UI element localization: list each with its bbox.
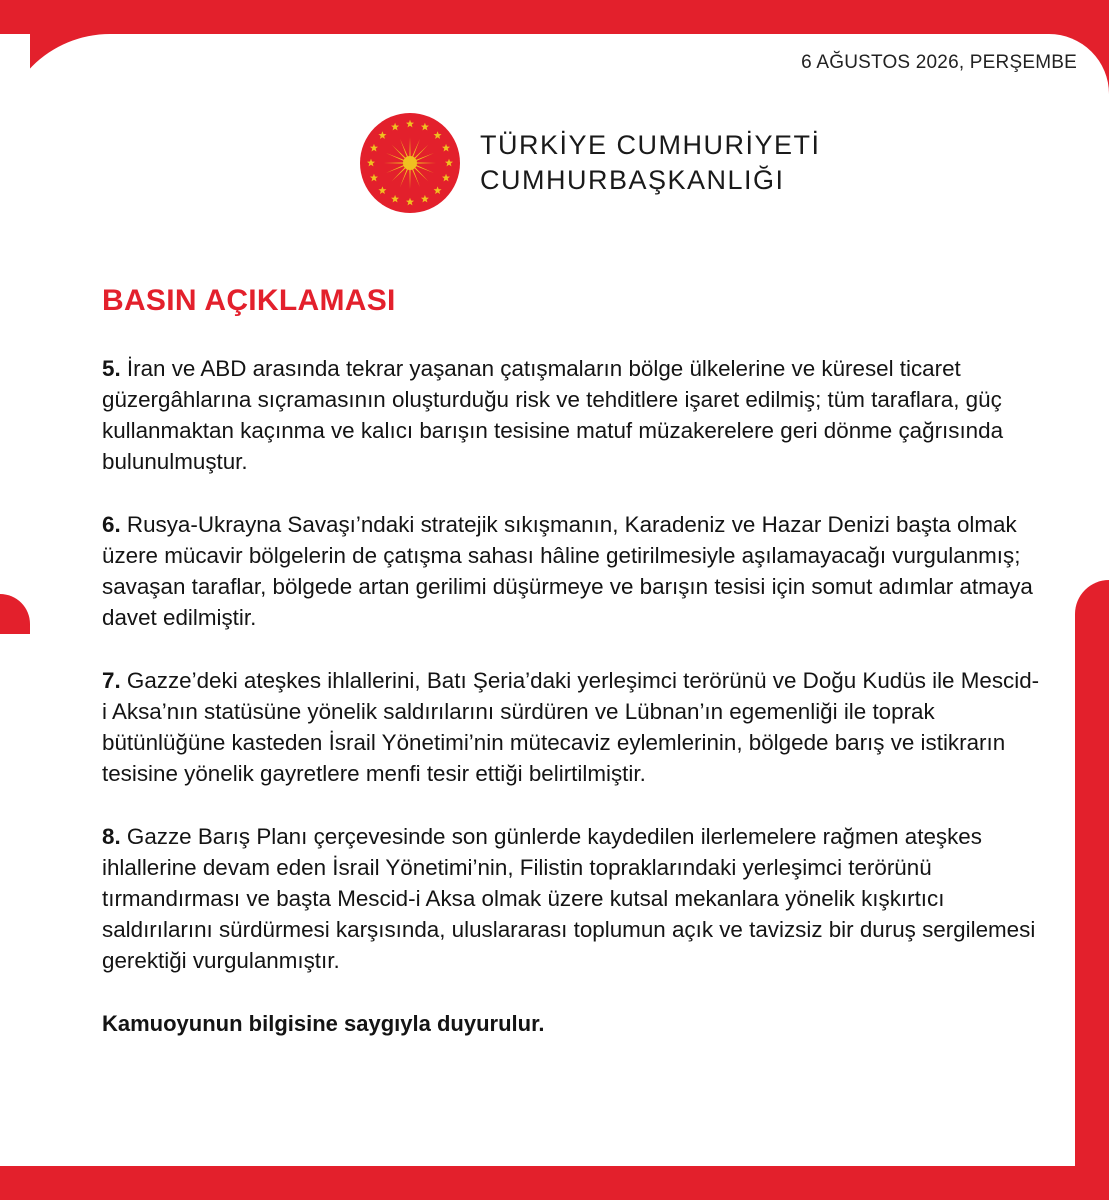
statement-paragraph [102,821,1042,976]
paragraph-number: 6. [102,512,121,537]
closing-line: Kamuoyunun bilgisine saygıyla duyurulur. [102,1011,545,1036]
document-date: 6 AĞUSTOS 2026, PERŞEMBE [801,52,1077,73]
paragraph-number: 5. [102,356,121,381]
panel-left-edge [0,34,30,619]
paragraph-text: Gazze Barış Planı çerçevesinde son günlerde kaydedilen ilerlemelere rağmen ateşkes ihlallerine devam eden İsrail Yönetimi’nin, Filistin topraklarındaki yerleşimci terörünü tırmandırması ve başta Mescid-i Aksa olmak üzere kutsal mekanlara yönelik kışkırtıcı saldırılarını sürdürmesi karşısında, uluslararası toplumun açık ve tavizsiz bir duruş sergilemesi gerektiği vurgulanmıştır. [102,824,1036,973]
org-names [480,128,821,197]
paragraph-text: İran ve ABD arasında tekrar yaşanan çatışmaların bölge ülkelerine ve küresel ticaret güzergâhlarına sıçramasının oluşturduğu risk ve tehditlere işaret edilmiş; tüm taraflara, güç kullanmaktan kaçınma ve kalıcı barışın tesisine matuf müzakerelere geri dönme çağrısında bulunulmuştur. [102,356,1004,474]
statement-paragraph [102,665,1042,789]
paragraph-text: Gazze’deki ateşkes ihlallerini, Batı Şeria’daki yerleşimci terörünü ve Doğu Kudüs ile Mescid-i Aksa’nın statüsüne yönelik saldırılarını sürdüren ve Lübnan’ın egemenliği ile toprak bütünlüğüne kasteden İsrail Yönetimi’nin mütecaviz eylemlerinin, bölgede barış ve istikrarın tesisine yönelik gayretlere menfi tesir ettiği belirtilmiştir. [102,668,1040,786]
paragraph-number: 8. [102,824,121,849]
org-name-line1: TÜRKİYE CUMHURİYETİ [480,130,821,161]
paragraph-number: 7. [102,668,121,693]
statement-body [102,353,1042,1061]
paragraph-text: Rusya-Ukrayna Savaşı’ndaki stratejik sıkışmanın, Karadeniz ve Hazar Denizi başta olmak üzere mücavir bölgelerin de çatışma sahası hâline getirilmesiyle aşılamayacağı vurgulanmış; savaşan taraflar, bölgede artan gerilimi düşürmeye ve barışın tesisi için somut adımlar atmaya davet edilmiştir. [102,512,1033,630]
org-header [360,113,821,213]
statement-paragraph [102,353,1042,477]
statement-paragraph [102,509,1042,633]
right-red-notch [1075,580,1109,1166]
org-name-line2: CUMHURBAŞKANLIĞI [480,165,785,195]
page-title: BASIN AÇIKLAMASI [102,284,396,317]
presidential-seal-icon [360,113,460,213]
